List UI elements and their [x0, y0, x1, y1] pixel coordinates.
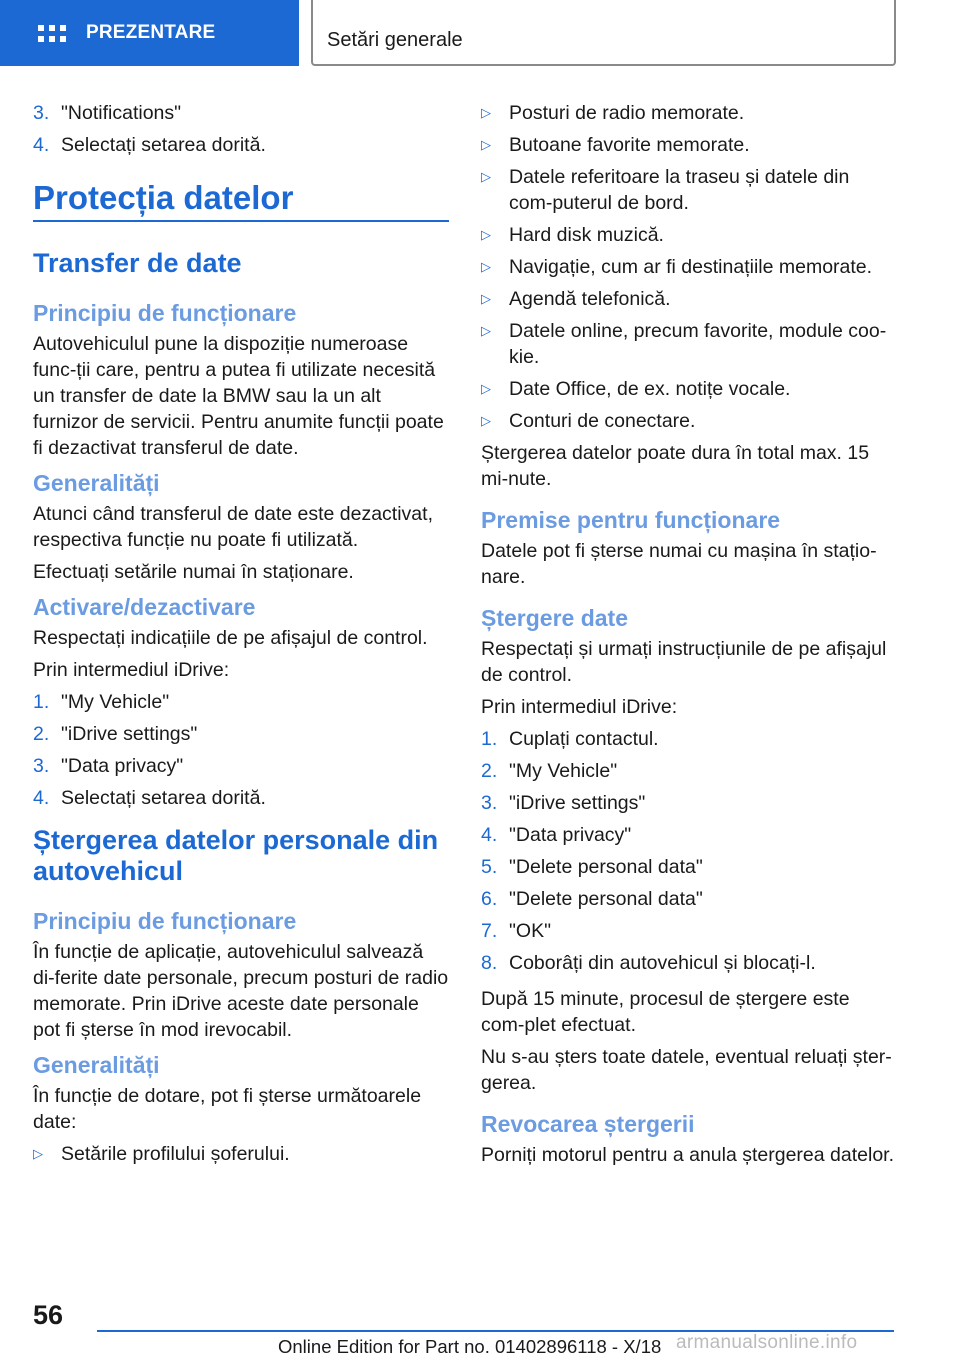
list-item: 4. Selectați setarea dorită. — [33, 787, 266, 809]
list-item: 2. "My Vehicle" — [481, 760, 618, 782]
list-item: 5. "Delete personal data" — [481, 856, 703, 878]
paragraph: Prin intermediul iDrive: — [33, 659, 230, 681]
list-item: ▷ Posturi de radio memorate. — [481, 102, 745, 124]
triangle-bullet-icon: ▷ — [481, 169, 491, 184]
list-item: 3. "iDrive settings" — [481, 792, 646, 814]
list-item: 4. "Data privacy" — [481, 824, 632, 846]
page-title: Setări generale — [327, 29, 463, 51]
triangle-bullet-icon: ▷ — [481, 323, 491, 338]
paragraph: Autovehiculul pune la dispoziție numeroase func-ții care, pentru a putea fi utilizate necesită un transfer de date la BMW sau la un alt furnizor de servicii. Pentru anumite funcții poate fi dezactivat transferul de date. — [33, 333, 444, 459]
list-item: 2. "iDrive settings" — [33, 723, 198, 745]
heading-operating-principle-2: Principiu de funcționare — [33, 908, 297, 934]
paragraph: Respectați indicațiile de pe afișajul de control. — [33, 627, 428, 649]
paragraph: Nu s-au șters toate datele, eventual reluați șter-gerea. — [481, 1046, 892, 1094]
list-item: 8. Coborâți din autovehicul și blocați-l. — [481, 952, 816, 974]
paragraph: Datele pot fi șterse numai cu mașina în stațio-nare. — [481, 540, 877, 588]
erase-steps-list — [481, 726, 897, 976]
list-item: ▷ Agendă telefonică. — [481, 288, 671, 310]
triangle-bullet-icon: ▷ — [481, 381, 491, 396]
paragraph: În funcție de aplicație, autovehiculul salvează di-ferite date personale, precum posturi de radio memorate. Prin iDrive aceste date personale pot fi șterse în mod irevocabil. — [33, 941, 449, 1041]
left-column — [33, 100, 449, 1173]
list-item: ▷ Conturi de conectare. — [481, 410, 696, 432]
heading-operating-principle: Principiu de funcționare — [33, 300, 297, 326]
right-column — [481, 100, 897, 1174]
list-item: ▷ Navigație, cum ar fi destinațiile memorate. — [481, 256, 873, 278]
list-item: 3. "Notifications" — [33, 102, 182, 124]
heading-activation: Activare/dezactivare — [33, 594, 256, 620]
erasable-data-list — [33, 1141, 449, 1167]
page-number: 56 — [33, 1300, 64, 1330]
list-item: ▷ Datele online, precum favorite, module coo-kie. — [481, 320, 887, 368]
triangle-bullet-icon: ▷ — [481, 137, 491, 152]
grid-menu-icon — [38, 22, 66, 44]
paragraph: În funcție de dotare, pot fi șterse următoarele date: — [33, 1085, 422, 1133]
heading-revoke-erase: Revocarea ștergerii — [481, 1111, 695, 1137]
triangle-bullet-icon: ▷ — [481, 259, 491, 274]
section-tab[interactable] — [0, 0, 299, 66]
list-item: 4. Selectați setarea dorită. — [33, 134, 266, 156]
triangle-bullet-icon: ▷ — [481, 291, 491, 306]
list-item: 1. Cuplați contactul. — [481, 728, 659, 750]
paragraph: Atunci când transferul de date este dezactivat, respectiva funcție nu poate fi utilizată. — [33, 503, 433, 551]
heading-prerequisites: Premise pentru funcționare — [481, 507, 781, 533]
heading-erase-data: Ștergere date — [481, 605, 629, 631]
list-item: ▷ Hard disk muzică. — [481, 224, 664, 246]
footer-edition: Online Edition for Part no. 01402896118 - X/18 — [278, 1336, 662, 1357]
heading-general-2: Generalități — [33, 1052, 160, 1078]
list-item: ▷ Datele referitoare la traseu și datele din com-puterul de bord. — [481, 166, 850, 214]
watermark: armanualsonline.info — [676, 1332, 858, 1353]
triangle-bullet-icon: ▷ — [33, 1146, 43, 1161]
paragraph: Prin intermediul iDrive: — [481, 696, 678, 718]
list-item: ▷ Setările profilului șoferului. — [33, 1143, 290, 1165]
heading-data-protection: Protecția datelor — [33, 178, 449, 222]
heading-erase-personal-data: Ștergerea datelor personale din autovehicul — [33, 825, 439, 886]
heading-general: Generalități — [33, 470, 160, 496]
paragraph: Efectuați setările numai în staționare. — [33, 561, 354, 583]
page-title-box — [311, 0, 896, 66]
page-header — [0, 0, 960, 66]
paragraph: Ștergerea datelor poate dura în total max. 15 mi-nute. — [481, 442, 870, 490]
idrive-steps-list — [33, 689, 449, 811]
section-label: PREZENTARE — [86, 22, 216, 43]
erasable-data-list-cont — [481, 100, 897, 434]
paragraph: După 15 minute, procesul de ștergere este com-plet efectuat. — [481, 988, 850, 1036]
top-steps-list — [33, 100, 449, 158]
list-item: ▷ Date Office, de ex. notițe vocale. — [481, 378, 791, 400]
list-item: 1. "My Vehicle" — [33, 691, 170, 713]
list-item: 7. "OK" — [481, 920, 552, 942]
triangle-bullet-icon: ▷ — [481, 413, 491, 428]
paragraph: Porniți motorul pentru a anula ștergerea datelor. — [481, 1144, 894, 1166]
paragraph: Respectați și urmați instrucțiunile de pe afișajul de control. — [481, 638, 887, 686]
list-item: ▷ Butoane favorite memorate. — [481, 134, 750, 156]
triangle-bullet-icon: ▷ — [481, 227, 491, 242]
triangle-bullet-icon: ▷ — [481, 105, 491, 120]
heading-data-transfer: Transfer de date — [33, 248, 242, 278]
list-item: 6. "Delete personal data" — [481, 888, 703, 910]
list-item: 3. "Data privacy" — [33, 755, 184, 777]
